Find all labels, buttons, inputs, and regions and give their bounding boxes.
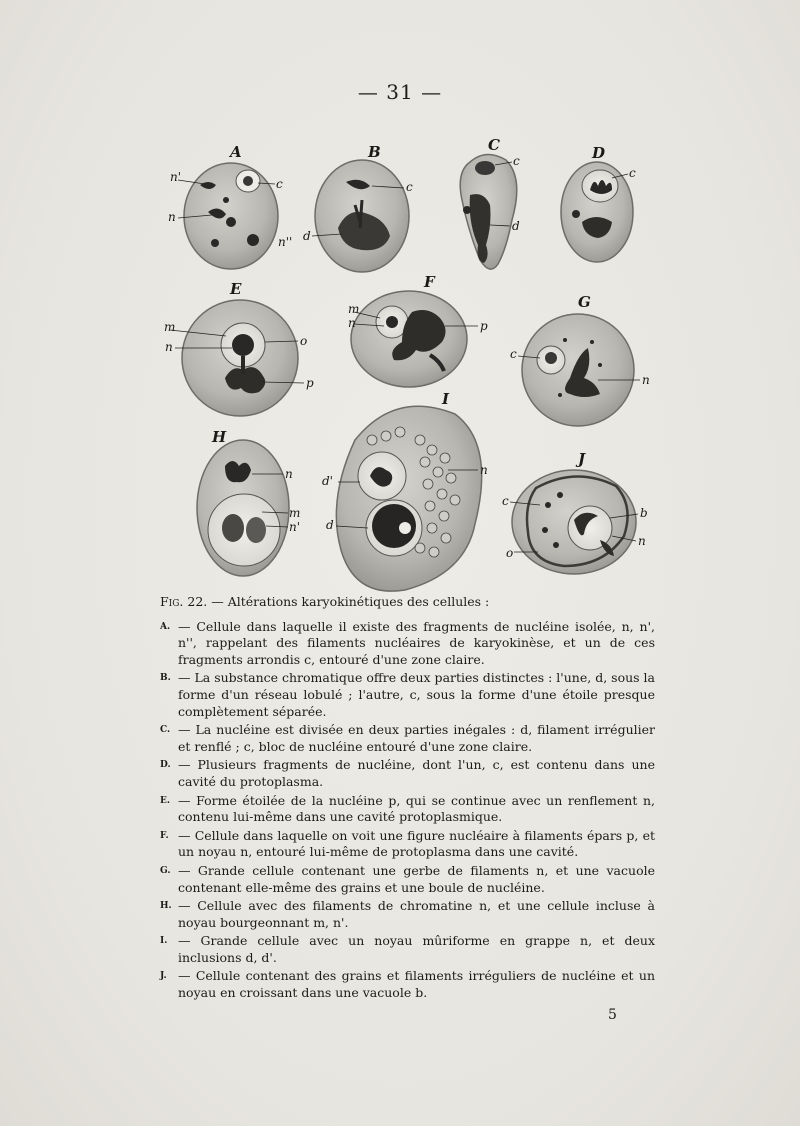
caption-entry-g: G. — Grande cellule contenant une gerbe de filaments n, et une vacuole contenant elle-même des grains et une boule de nucléine. <box>160 862 655 895</box>
figure-label-i: I <box>442 390 450 408</box>
svg-text:c: c <box>510 347 517 361</box>
caption-entry-c: C. — La nucléine est divisée en deux parties inégales : d, filament irrégulier et renflé ; c, bloc de nucléine entouré d'une zone claire. <box>160 722 655 754</box>
svg-text:n': n' <box>289 520 301 534</box>
caption-entry-b: B. — La substance chromatique offre deux parties distinctes : l'une, d, sous la forme d'un réseau lobulé ; l'autre, c, sous la forme d'une étoile presque complètement séparée. <box>160 670 655 719</box>
cell-f <box>348 273 488 387</box>
caption-entry-h: H. — Cellule avec des filaments de chromatine n, et une cellule incluse à noyau bourgeonnant m, n'. <box>160 898 655 930</box>
svg-text:m: m <box>289 506 301 520</box>
svg-text:n: n <box>348 316 356 330</box>
figure-label-g: G <box>578 293 591 311</box>
svg-text:m: m <box>348 302 360 316</box>
svg-text:c: c <box>276 177 283 191</box>
caption-entry-i: I. — Grande cellule avec un noyau mûriforme en grappe n, et deux inclusions d, d'. <box>160 933 655 965</box>
cell-d <box>561 144 636 262</box>
svg-text:n: n <box>480 463 488 477</box>
figure-label-j: J <box>578 450 586 468</box>
cell-i <box>322 390 488 591</box>
folio-number: 5 <box>608 1007 617 1023</box>
cell-h <box>197 428 300 576</box>
svg-text:b: b <box>640 506 648 520</box>
svg-text:n: n <box>638 534 646 548</box>
svg-text:m: m <box>164 320 176 334</box>
cell-c <box>460 136 520 269</box>
figure-label-f: F <box>424 273 435 291</box>
figure-label-c: C <box>488 136 500 154</box>
svg-text:c: c <box>406 180 413 194</box>
caption-entry-a: A. — Cellule dans laquelle il existe des fragments de nucléine isolée, n, n', n'', rappelant des filaments nucléaires de karyokinèse, et un de ces fragments arrondis c, entouré d'une zone claire. <box>160 618 655 667</box>
svg-text:n: n <box>285 467 293 481</box>
svg-text:c: c <box>502 494 509 508</box>
svg-text:d: d <box>326 518 334 532</box>
figure-label-h: H <box>212 428 227 446</box>
caption-entry-e: E. — Forme étoilée de la nucléine p, qui se continue avec un renflement n, contenu lui-même dans une cavité protoplasmique. <box>160 792 655 825</box>
figure-label-b: B <box>368 143 381 161</box>
figure-label-e: E <box>230 280 242 298</box>
svg-text:n: n <box>165 340 173 354</box>
figure-label-d: D <box>592 144 606 162</box>
cell-j <box>502 450 648 574</box>
figure-label-a: A <box>230 143 242 161</box>
caption-entry-d: D. — Plusieurs fragments de nucléine, dont l'un, c, est contenu dans une cavité du protoplasma. <box>160 757 655 789</box>
cell-a <box>168 143 292 269</box>
caption-entry-f: F. — Cellule dans laquelle on voit une figure nucléaire à filaments épars p, et un noyau n, entouré lui-même de protoplasma dans une cavité. <box>160 827 655 860</box>
svg-text:o: o <box>300 334 308 348</box>
caption-title <box>160 594 655 611</box>
caption-title-text: — Altérations karyokinétiques des cellules : <box>207 594 490 609</box>
page-number: — 31 — <box>357 80 443 104</box>
caption-entry-j: J. — Cellule contenant des grains et filaments irréguliers de nucléine et un noyau en croissant dans une vacuole b. <box>160 968 655 1001</box>
svg-text:n: n <box>642 373 650 387</box>
figure-caption <box>160 594 655 1004</box>
svg-text:o: o <box>506 546 514 560</box>
svg-text:c: c <box>629 166 636 180</box>
svg-text:d: d <box>303 229 311 243</box>
cell-g <box>510 293 650 426</box>
svg-text:d: d <box>512 219 520 233</box>
svg-text:n': n' <box>170 170 182 184</box>
cell-b <box>303 143 413 272</box>
svg-text:n: n <box>168 210 176 224</box>
figure-number: Fig. 22. <box>160 594 208 609</box>
svg-text:n'': n'' <box>278 235 293 249</box>
svg-text:p: p <box>306 376 314 390</box>
svg-text:d': d' <box>322 474 333 488</box>
svg-text:p: p <box>480 319 488 333</box>
cell-e <box>164 280 314 416</box>
svg-text:c: c <box>513 154 520 168</box>
